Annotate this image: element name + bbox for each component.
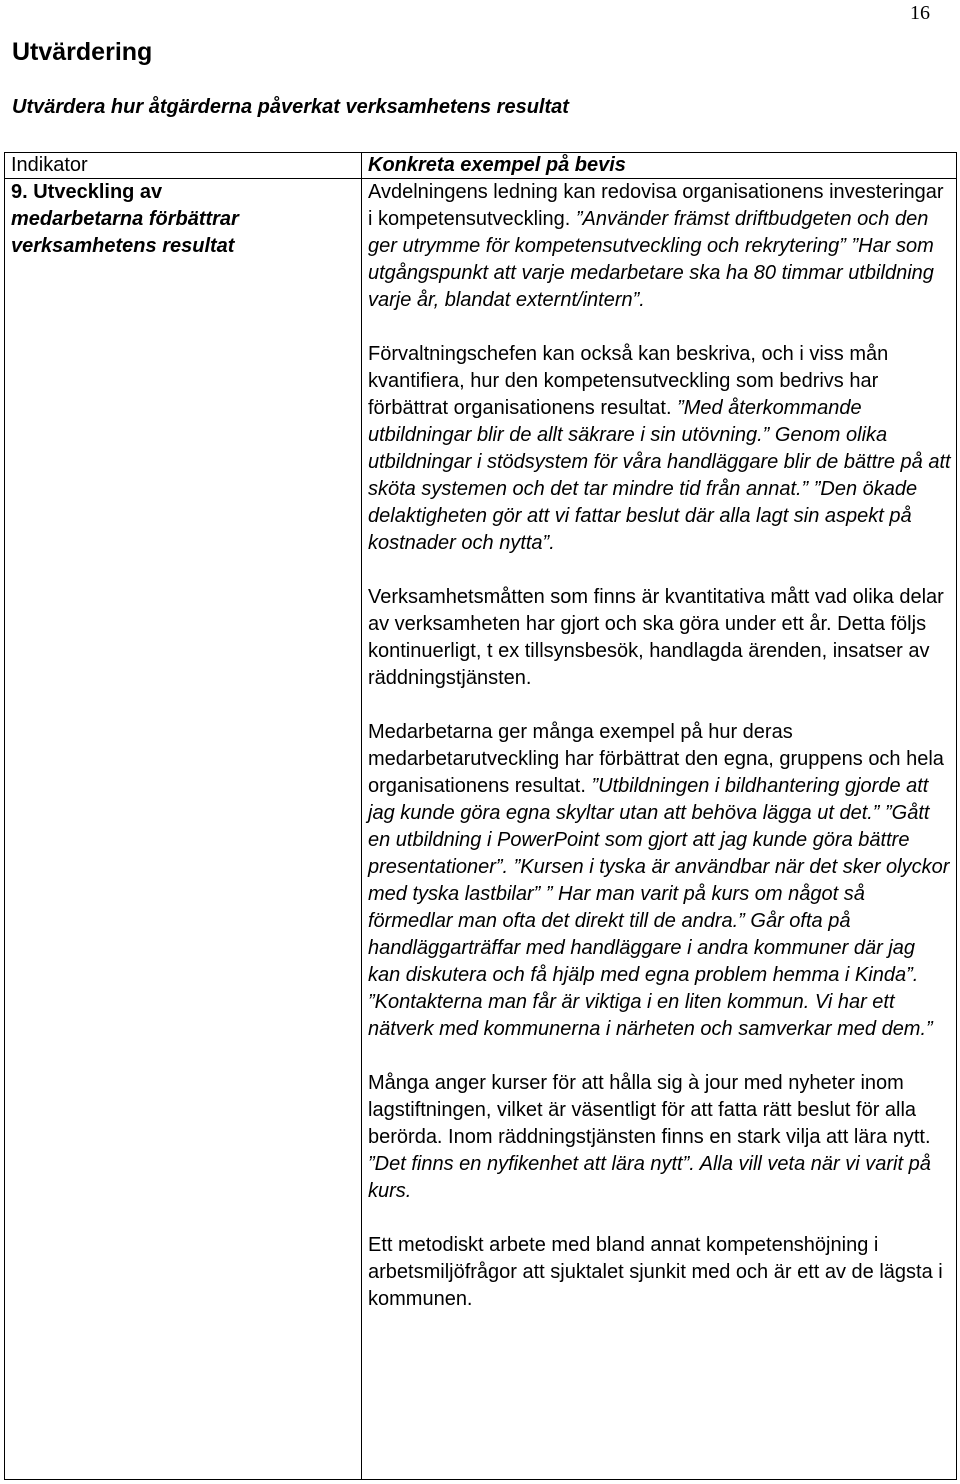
evidence-text: Verksamhetsmåtten som finns är kvantitativa mått vad olika delar av verksamheten har gjort och ska göra under ett år. Detta följs kontinuerligt, t ex tillsynsbesök, handlagda ärenden, insatser av räddningstjänsten.: [368, 586, 944, 689]
indicator-cell: [5, 179, 362, 1480]
quote-text: ”Använder främst driftbudgeten och den ger utrymme för kompetensutveckling och rekrytering” ”Har som utgångspunkt att varje medarbetare ska ha 80 timmar utbildning varje år, blandat externt/intern”.: [368, 208, 934, 311]
column-header-evidence: Konkreta exempel på bevis: [362, 153, 957, 179]
evidence-paragraph: [368, 179, 952, 314]
page-number: 16: [910, 2, 930, 24]
evidence-text: Ett metodiskt arbete med bland annat kompetenshöjning i arbetsmiljöfrågor att sjuktalet sjunkit med och är ett av de lägsta i kommunen.: [368, 1234, 943, 1310]
evidence-text: Medarbetarna ger många exempel på hur deras medarbetarutveckling har förbättrat den egna, gruppens och hela organisationens resultat.: [368, 721, 944, 797]
indicator-text-line: verksamhetens resultat: [11, 235, 235, 257]
evidence-paragraph: [368, 341, 952, 557]
quote-text: ”Utbildningen i bildhantering gjorde att jag kunde göra egna skyltar utan att behöva lägga ut det.” ”Gått en utbildning i PowerPoint som gjort att jag kunde göra bättre presentationer”. ”Kursen i tyska är användbar när det sker olyckor med tyska lastbilar” ” Har man varit på kurs om något så förmedlar man ofta det direkt till de andra.” Går ofta på handläggarträffar med handläggare i andra kommuner där jag kan diskutera och få hjälp med egna problem hemma i Kinda”. ”Kontakterna man får är viktiga i en liten kommun. Vi har ett nätverk med kommunerna i närheten och samverkar med dem.”: [368, 775, 950, 1040]
indicator-number: 9. Utveckling av: [11, 181, 163, 203]
page-subtitle: Utvärdera hur åtgärderna påverkat verksamhetens resultat: [12, 96, 569, 118]
evidence-text: Avdelningens ledning kan redovisa organisationens investeringar i kompetensutveckling.: [368, 181, 944, 230]
quote-text: ”Det finns en nyfikenhet att lära nytt”. Alla vill veta när vi varit på kurs.: [368, 1153, 931, 1202]
indicator-text-line: medarbetarna förbättrar: [11, 208, 239, 230]
column-header-indicator: Indikator: [5, 153, 362, 179]
evidence-cell: [362, 179, 957, 1480]
evidence-text: Förvaltningschefen kan också kan beskriva, och i viss mån kvantifiera, hur den kompetensutveckling som bedrivs har förbättrat organisationens resultat.: [368, 343, 889, 419]
table-row: [5, 179, 957, 1480]
evidence-paragraph: [368, 1070, 952, 1205]
table-header-row: [5, 153, 957, 179]
evidence-paragraph: [368, 584, 952, 692]
evidence-paragraph: [368, 1232, 952, 1313]
evaluation-table: [4, 152, 957, 1480]
quote-text: ”Med återkommande utbildningar blir de allt säkrare i sin utövning.” Genom olika utbildningar i stödsystem för våra handläggare blir de bättre på att sköta systemen och det tar mindre tid från annat.” ”Den ökade delaktigheten gör att vi fattar beslut där alla lagt sin aspekt på kostnader och nytta”.: [368, 397, 951, 554]
evidence-text: Många anger kurser för att hålla sig à jour med nyheter inom lagstiftningen, vilket är väsentligt för att fatta rätt beslut för alla berörda. Inom räddningstjänsten finns en stark vilja att lära nytt.: [368, 1072, 931, 1148]
page-title: Utvärdering: [12, 38, 153, 66]
evidence-paragraph: [368, 719, 952, 1043]
